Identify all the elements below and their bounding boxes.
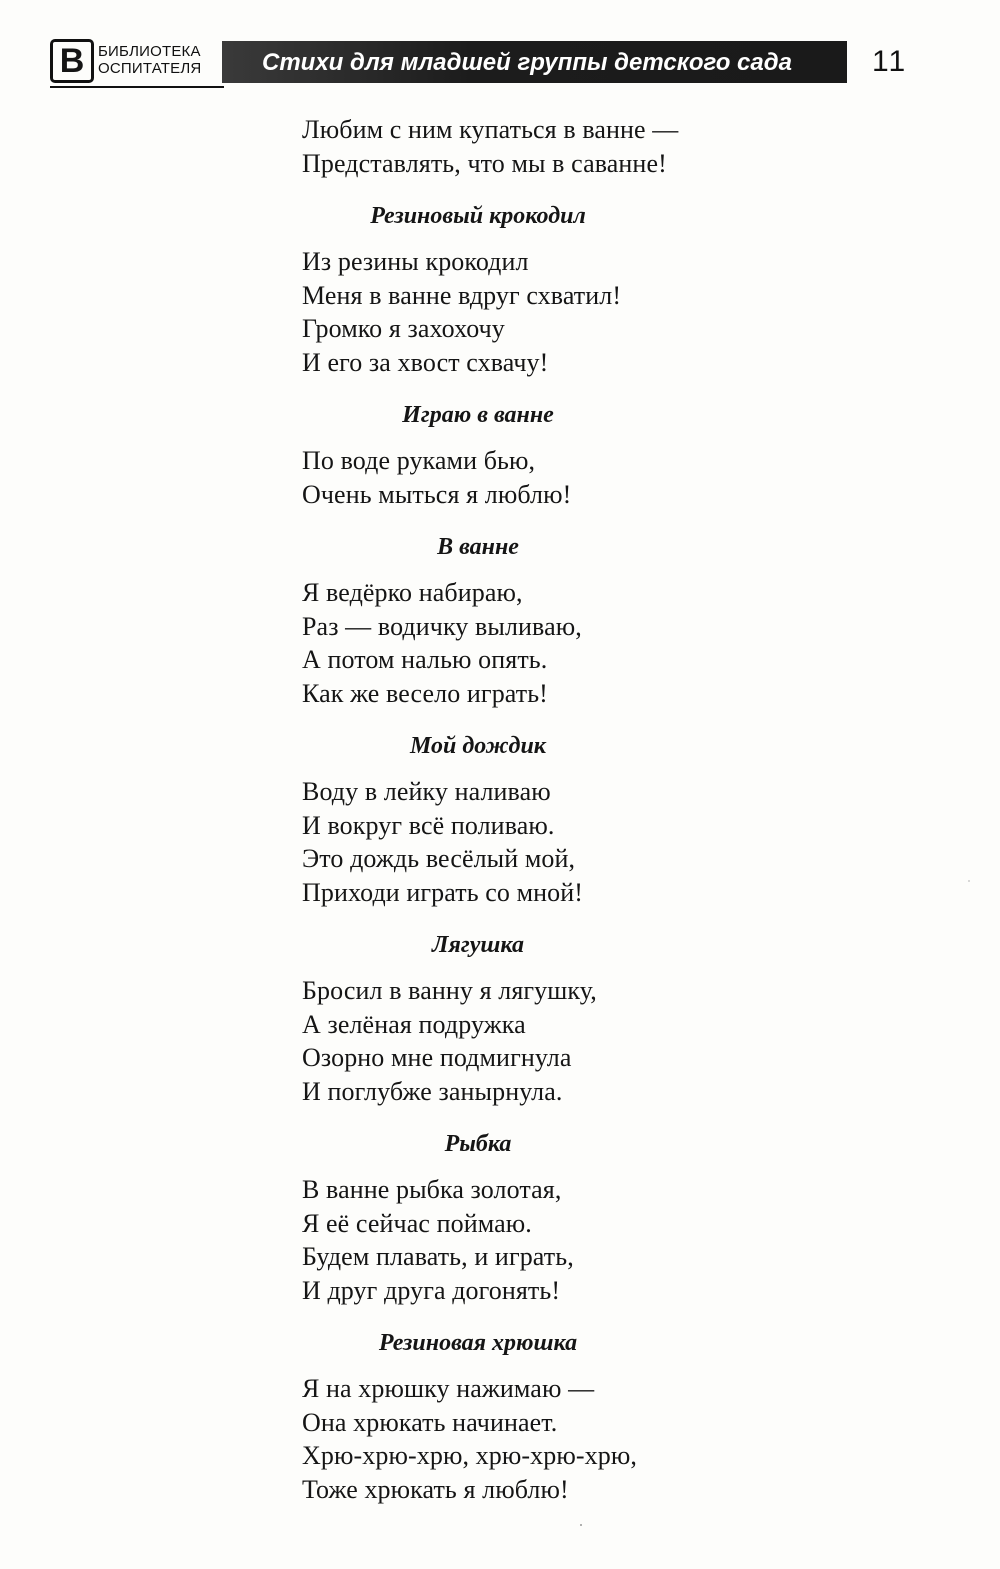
poem bbox=[302, 929, 802, 1108]
poem-line: Громко я захохочу bbox=[302, 314, 505, 343]
poem-line: Я её сейчас поймаю. bbox=[302, 1208, 532, 1238]
poem-line: Будем плавать, и играть, bbox=[302, 1242, 574, 1271]
poem-line: Она хрюкать начинает. bbox=[302, 1407, 558, 1437]
poem-line: А потом налью опять. bbox=[302, 645, 548, 674]
poem bbox=[302, 730, 802, 909]
poem-line: Раз — водичку выливаю, bbox=[302, 611, 582, 641]
poem-line: Тоже хрюкать я люблю! bbox=[302, 1474, 569, 1504]
poem-line: Бросил в ванну я лягушку, bbox=[302, 976, 597, 1005]
poem-title: Лягушка bbox=[432, 932, 524, 958]
poem-line: Это дождь весёлый мой, bbox=[302, 844, 576, 873]
poem-line: Очень мыться я люблю! bbox=[302, 479, 572, 509]
poem-line: Приходи играть со мной! bbox=[302, 877, 584, 907]
intro-stanza bbox=[302, 113, 802, 180]
poem-line: И поглубже занырнула. bbox=[302, 1076, 563, 1106]
poem-line: Озорно мне подмигнула bbox=[302, 1043, 572, 1072]
poem-line: И его за хвост схвачу! bbox=[302, 347, 549, 377]
poem bbox=[302, 1128, 802, 1307]
poem-line: Из резины крокодил bbox=[302, 247, 529, 276]
logo-text bbox=[98, 43, 201, 77]
poem-line: Меня в ванне вдруг схватил! bbox=[302, 280, 622, 310]
poem-title: Рыбка bbox=[444, 1131, 512, 1157]
poem bbox=[302, 399, 802, 511]
poem-title: Резиновый крокодил bbox=[370, 203, 586, 229]
poem-line: В ванне рыбка золотая, bbox=[302, 1175, 562, 1204]
scan-speck bbox=[580, 1524, 582, 1526]
poem-line: И друг друга догонять! bbox=[302, 1275, 561, 1305]
poem-line: Представлять, что мы в саванне! bbox=[302, 148, 667, 178]
poem-line: Хрю-хрю-хрю, хрю-хрю-хрю, bbox=[302, 1441, 637, 1470]
poem bbox=[302, 1327, 802, 1506]
poem-title: В ванне bbox=[437, 534, 519, 560]
poem-title: Мой дождик bbox=[410, 733, 546, 759]
poem-line: Воду в лейку наливаю bbox=[302, 777, 551, 806]
page-number: 11 bbox=[872, 45, 908, 78]
poem-line: Любим с ним купаться в ванне — bbox=[302, 115, 679, 144]
scan-speck bbox=[968, 880, 970, 882]
poem bbox=[302, 531, 802, 710]
logo-letter: В bbox=[50, 39, 94, 83]
poem bbox=[302, 200, 802, 379]
poem-line: Я на хрюшку нажимаю — bbox=[302, 1374, 595, 1403]
running-title: Стихи для младшей группы детского сада bbox=[262, 49, 792, 76]
poem-line: А зелёная подружка bbox=[302, 1009, 526, 1039]
poem-line: И вокруг всё поливаю. bbox=[302, 810, 555, 840]
logo-underline bbox=[50, 86, 224, 88]
logo-line-1: БИБЛИОТЕКА bbox=[98, 43, 201, 60]
logo-line-2: ОСПИТАТЕЛЯ bbox=[98, 60, 202, 77]
poem-line: Я ведёрко набираю, bbox=[302, 578, 523, 607]
poem-line: По воде руками бью, bbox=[302, 446, 536, 475]
page-header bbox=[0, 0, 1000, 100]
poem-title: Резиновая хрюшка bbox=[378, 1330, 578, 1356]
poem-line: Как же весело играть! bbox=[302, 678, 548, 708]
poem-title: Играю в ванне bbox=[402, 402, 554, 428]
page-content bbox=[302, 110, 802, 1506]
